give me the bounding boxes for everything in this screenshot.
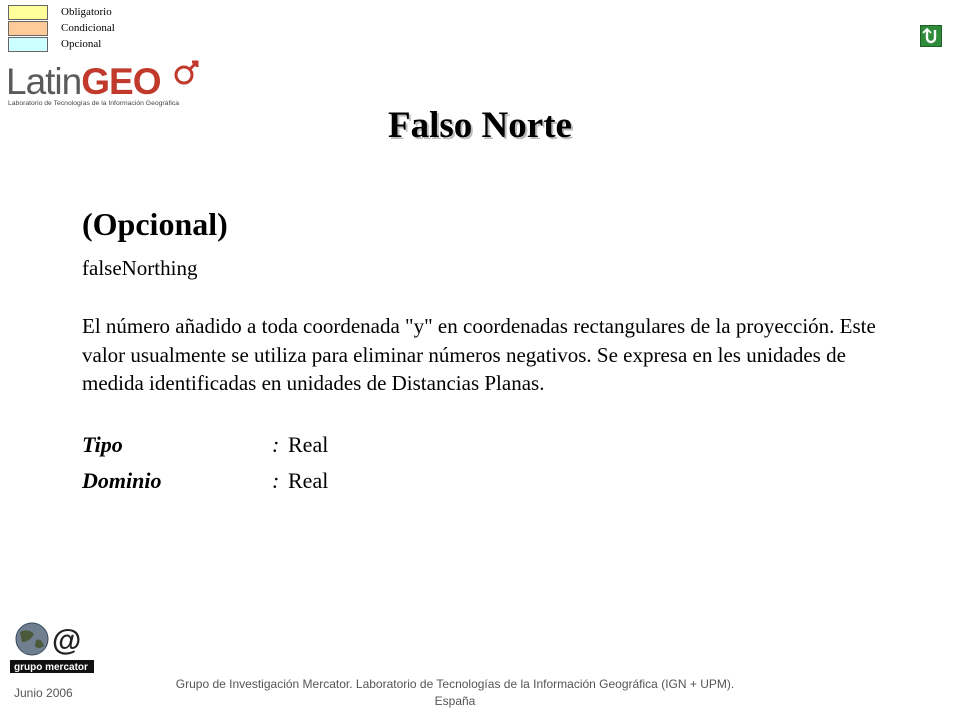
legend-swatch bbox=[8, 37, 48, 52]
logo-wordmark: LatinGEO bbox=[6, 61, 161, 102]
mercator-logo-text: grupo mercator bbox=[14, 662, 88, 673]
legend-label: Condicional bbox=[61, 22, 115, 34]
svg-text:@: @ bbox=[52, 624, 82, 657]
property-value: Real bbox=[288, 431, 329, 457]
property-row-tipo bbox=[82, 430, 892, 466]
u-turn-return-icon[interactable] bbox=[920, 25, 942, 47]
legend-swatch bbox=[8, 5, 48, 20]
obligation-status: (Opcional) bbox=[82, 206, 228, 242]
property-colon: : bbox=[272, 431, 280, 457]
page-title: Falso Norte bbox=[388, 105, 572, 146]
legend-label: Obligatorio bbox=[61, 6, 112, 18]
property-key: Tipo bbox=[82, 431, 123, 457]
main-content bbox=[82, 202, 892, 502]
legend-label: Opcional bbox=[61, 38, 102, 50]
property-row-dominio bbox=[82, 466, 892, 502]
element-name: falseNorthing bbox=[82, 256, 198, 280]
property-value: Real bbox=[288, 467, 329, 493]
footer bbox=[115, 676, 795, 710]
logo-tagline: Laboratorio de Tecnologías de la Información Geográfica bbox=[8, 100, 180, 107]
grupo-mercator-logo bbox=[8, 620, 98, 678]
property-key: Dominio bbox=[82, 467, 162, 493]
footer-line-1: Grupo de Investigación Mercator. Laboratorio de Tecnologías de la Información Geográfica (IGN + UPM). bbox=[175, 677, 735, 691]
property-colon: : bbox=[272, 467, 280, 493]
geo-symbol-icon bbox=[170, 60, 200, 90]
properties bbox=[82, 430, 892, 502]
footer-line-2: España bbox=[434, 694, 476, 708]
legend-swatch bbox=[8, 21, 48, 36]
description: El número añadido a toda coordenada "y" en coordenadas rectangulares de la proyección. Este valor usualmente se utiliza para eliminar números negativos. Se expresa en les unidades de medida identificadas en unidades de Distancias Planas. bbox=[82, 314, 876, 395]
date: Junio 2006 bbox=[14, 686, 73, 700]
